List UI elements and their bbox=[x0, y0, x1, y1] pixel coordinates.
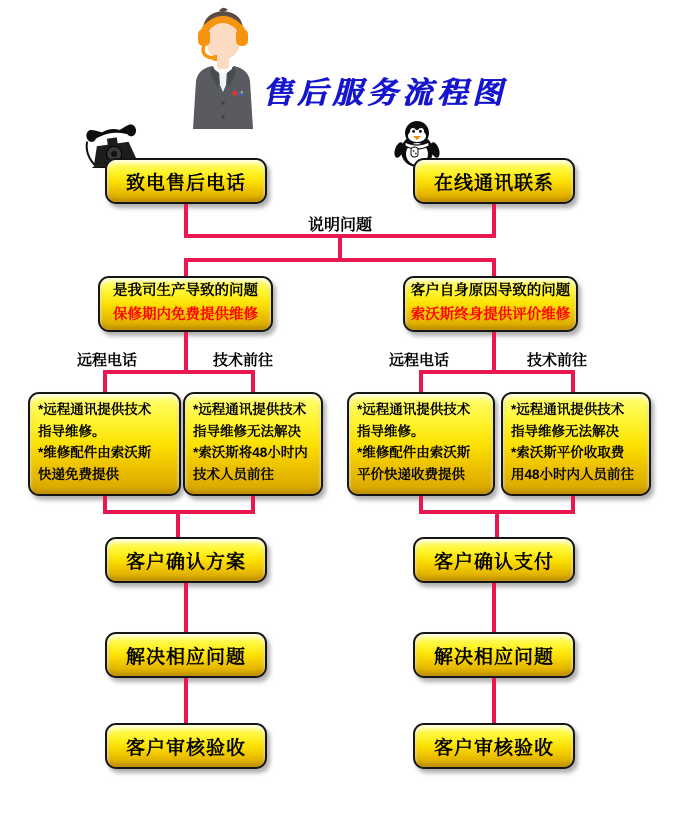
detail-line: *索沃斯将48小时内 bbox=[193, 445, 308, 461]
node-online-contact-label: 在线通讯联系 bbox=[433, 172, 554, 194]
node-call-hotline bbox=[105, 158, 267, 204]
connector bbox=[492, 332, 496, 374]
detail-line: 指导维修。 bbox=[357, 423, 425, 439]
connector bbox=[184, 332, 188, 374]
connector bbox=[492, 583, 496, 632]
detail-line: 指导维修。 bbox=[38, 423, 106, 439]
connector bbox=[338, 238, 342, 260]
flowchart-title: 售后服务流程图 bbox=[262, 76, 507, 111]
node-solve-left-label: 解决相应问题 bbox=[125, 646, 246, 668]
detail-line: *远程通讯提供技术 bbox=[511, 402, 625, 417]
label-remote-phone-right: 远程电话 bbox=[389, 352, 450, 369]
label-tech-visit-right: 技术前往 bbox=[527, 352, 588, 369]
detail-line: *维修配件由索沃斯 bbox=[38, 445, 152, 461]
detail-line: *维修配件由索沃斯 bbox=[357, 445, 471, 461]
detail-line: 用48小时内人员前往 bbox=[511, 466, 635, 482]
node-branch-left bbox=[98, 276, 273, 332]
connector bbox=[251, 374, 255, 392]
detail-box-left-visit bbox=[183, 392, 323, 496]
label-remote-phone-left: 远程电话 bbox=[77, 352, 138, 369]
detail-line: 技术人员前往 bbox=[193, 466, 274, 482]
detail-line: 快递免费提供 bbox=[38, 466, 119, 482]
branch-right-condition: 客户自身原因导致的问题 bbox=[410, 283, 571, 300]
detail-box-right-remote bbox=[347, 392, 495, 496]
connector bbox=[492, 678, 496, 723]
detail-box-left-remote bbox=[28, 392, 181, 496]
node-solve-right bbox=[413, 632, 575, 678]
node-confirm-payment-label: 客户确认支付 bbox=[433, 551, 554, 573]
node-online-contact bbox=[413, 158, 575, 204]
node-solve-right-label: 解决相应问题 bbox=[433, 646, 554, 668]
node-branch-right bbox=[403, 276, 578, 332]
node-accept-right bbox=[413, 723, 575, 769]
connector bbox=[184, 583, 188, 632]
detail-line: *索沃斯平价收取费 bbox=[511, 445, 625, 461]
connector bbox=[419, 374, 423, 392]
node-confirm-plan-label: 客户确认方案 bbox=[125, 551, 246, 573]
detail-line: *远程通讯提供技术 bbox=[38, 402, 152, 417]
label-explain-problem: 说明问题 bbox=[307, 217, 372, 234]
connector bbox=[184, 678, 188, 723]
node-accept-left bbox=[105, 723, 267, 769]
node-solve-left bbox=[105, 632, 267, 678]
node-confirm-plan bbox=[105, 537, 267, 583]
detail-line: 指导维修无法解决 bbox=[511, 423, 619, 439]
connector bbox=[495, 514, 499, 537]
connector bbox=[492, 204, 496, 238]
branch-right-policy: 索沃斯终身提供评价维修 bbox=[410, 307, 571, 323]
node-accept-left-label: 客户审核验收 bbox=[125, 737, 246, 759]
node-confirm-payment bbox=[413, 537, 575, 583]
node-call-hotline-label: 致电售后电话 bbox=[125, 172, 246, 194]
customer-service-agent-icon bbox=[181, 5, 265, 129]
connector bbox=[571, 374, 575, 392]
connector bbox=[103, 370, 255, 374]
detail-line: 指导维修无法解决 bbox=[193, 423, 301, 439]
detail-box-right-visit bbox=[501, 392, 651, 496]
connector bbox=[103, 374, 107, 392]
branch-left-condition: 是我司生产导致的问题 bbox=[113, 283, 258, 300]
connector bbox=[184, 204, 188, 238]
connector bbox=[184, 258, 496, 262]
branch-left-policy: 保修期内免费提供维修 bbox=[113, 307, 258, 323]
detail-line: 平价快递收费提供 bbox=[357, 466, 465, 482]
connector bbox=[176, 514, 180, 537]
connector bbox=[419, 370, 575, 374]
detail-line: *远程通讯提供技术 bbox=[193, 402, 307, 417]
node-accept-right-label: 客户审核验收 bbox=[433, 737, 554, 759]
detail-line: *远程通讯提供技术 bbox=[357, 402, 471, 417]
label-tech-visit-left: 技术前往 bbox=[213, 352, 274, 369]
